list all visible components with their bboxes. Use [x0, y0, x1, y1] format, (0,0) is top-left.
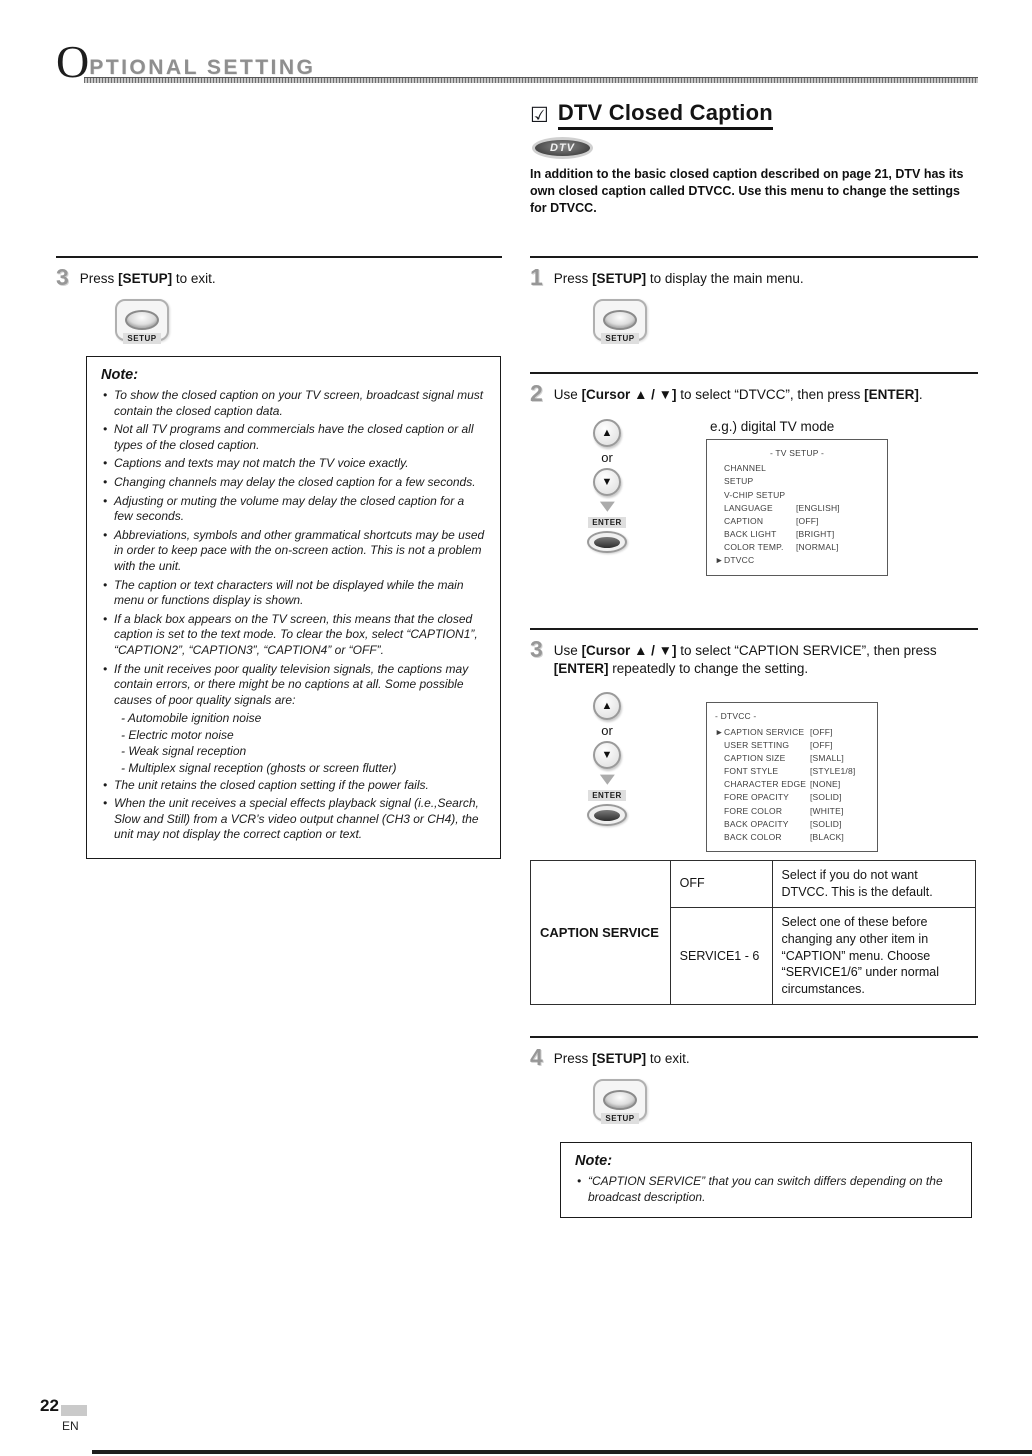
example-caption: e.g.) digital TV mode: [710, 419, 835, 434]
menu-item-value: [OFF]: [810, 739, 833, 750]
menu-item-label: CHANNEL SETUP: [724, 463, 766, 487]
note-item: [101, 494, 486, 525]
page-language: EN: [62, 1419, 79, 1433]
note-title: Note:: [575, 1153, 613, 1169]
down-triangle: ▼: [601, 749, 613, 762]
step-text-post: to exit.: [646, 1051, 690, 1066]
menu-item: [715, 831, 869, 844]
note-item-text: - Automobile ignition noise: [121, 711, 262, 726]
menu-item-value: [SMALL]: [810, 752, 844, 763]
note-item-text: If a black box appears on the TV screen, this means that the closed caption is set to the text mode. To clear the box, select “CAPTION1”, “CAPTION2”, “CAPTION3”, “CAPTION4” or “OFF”.: [114, 611, 478, 657]
menu-item-label: USER SETTING: [724, 739, 790, 750]
menu-item-label: LANGUAGE: [724, 502, 773, 513]
page-header: [56, 36, 978, 87]
cursor-cluster: [572, 692, 642, 852]
enter-key-label: [ENTER]: [553, 661, 609, 677]
step-text-mid: to select “CAPTION SERVICE”, then press: [676, 643, 937, 658]
dtv-heading: [530, 100, 773, 130]
up-triangle: ▲: [601, 700, 613, 713]
step-number: 3: [530, 636, 543, 662]
section-title-initial: O: [56, 36, 90, 87]
setup-button-icon: [114, 299, 170, 344]
step-text: [554, 638, 978, 678]
caption-service-table: [530, 860, 976, 1005]
note-item: [101, 744, 486, 760]
tv-setup-menu: [706, 439, 888, 576]
down-triangle: ▼: [601, 476, 613, 488]
menu-title: - TV SETUP -: [769, 448, 825, 458]
enter-key-inner: [594, 537, 620, 548]
menu-item-value: [ENGLISH]: [796, 502, 840, 513]
enter-button-icon: [587, 531, 627, 553]
up-triangle: ▲: [601, 427, 613, 439]
note-item-text: When the unit receives a special effects playback signal (i.e.,Search, Slow and Still) from a VCR’s video output channel (CH3 or CH4), the unit may not display the correct caption or text.: [114, 796, 479, 842]
page-number-stipple: [61, 1405, 87, 1416]
menu-item-label: BACK OPACITY: [724, 818, 789, 829]
step-text: [554, 1046, 690, 1068]
note-item-text: - Weak signal reception: [121, 744, 247, 759]
menu-item-marker: [715, 805, 724, 818]
menu-item-marker: [715, 541, 724, 554]
menu-item-label: BACK COLOR: [724, 831, 782, 842]
menu-item-value: [NORMAL]: [796, 542, 839, 553]
note-item: [101, 388, 486, 419]
menu-item-value: [NONE]: [810, 779, 841, 790]
table-desc-off: Select if you do not want DTVCC. This is the default.: [772, 861, 975, 908]
setup-key-label: [SETUP]: [592, 1051, 647, 1066]
step-text-post: to display the main menu.: [646, 271, 804, 286]
setup-button-icon: [592, 299, 648, 344]
step-number: 1: [530, 264, 543, 290]
cursor-down-icon: [593, 741, 621, 769]
menu-item-marker: [715, 489, 724, 502]
dtv-title: DTV Closed Caption: [558, 100, 773, 130]
step-text-post: .: [918, 387, 923, 402]
page-number: 22: [40, 1396, 59, 1415]
note-box-left: [86, 356, 501, 859]
menu-title: - DTVCC -: [715, 711, 757, 722]
step-number: 2: [530, 380, 543, 406]
menu-item-value: [OFF]: [796, 515, 819, 526]
menu-item: [715, 502, 879, 515]
dtv-closed-caption-section: [530, 100, 978, 1400]
menu-item: [715, 515, 879, 528]
step-text: [554, 266, 804, 288]
note-item: [101, 612, 486, 659]
down-arrow-icon: ▼: [594, 770, 620, 790]
note-box-right: [560, 1142, 972, 1218]
menu-item-marker: ►: [715, 555, 724, 566]
setup-key-label: [SETUP]: [118, 271, 173, 286]
menu-item-label: DTVCC: [724, 555, 755, 566]
note-title: Note:: [101, 367, 139, 383]
note-item-text: Captions and texts may not match the TV voice exactly.: [114, 456, 409, 471]
menu-item-marker: [715, 528, 724, 541]
step-text: [80, 266, 216, 288]
menu-item-label: V-CHIP SETUP: [724, 489, 786, 500]
step-4: [530, 1036, 978, 1124]
menu-item-marker: [715, 752, 724, 765]
step-text-pre: Press: [553, 1051, 593, 1066]
menu-item-label: FONT STYLE: [724, 766, 779, 777]
note-item-text: - Electric motor noise: [121, 727, 234, 742]
step-1: [530, 256, 978, 344]
menu-item-label: CAPTION: [724, 515, 764, 526]
cursor-up-icon: [593, 419, 621, 447]
menu-item-marker: [715, 502, 724, 515]
step-text: [554, 382, 923, 404]
menu-item-label: CHARACTER EDGE: [724, 779, 807, 790]
or-label: or: [601, 450, 613, 465]
menu-item-label: BACK LIGHT: [724, 529, 777, 540]
step-text-post: to exit.: [172, 271, 216, 286]
menu-item-label: FORE COLOR: [724, 805, 783, 816]
cursor-key-label: [Cursor ▲ / ▼]: [581, 643, 677, 658]
cursor-key-label: [Cursor ▲ / ▼]: [581, 387, 677, 402]
menu-item: [715, 554, 879, 567]
step-text-mid: to select “DTVCC”, then press: [676, 387, 865, 402]
note-item-text: Changing channels may delay the closed caption for a few seconds.: [114, 474, 476, 489]
note-item-text: Adjusting or muting the volume may delay the closed caption for a few seconds.: [114, 493, 465, 524]
menu-item-marker: [715, 462, 724, 488]
note-item: [101, 528, 486, 575]
note-item-text: “CAPTION SERVICE” that you can switch differs depending on the broadcast description.: [588, 1174, 943, 1204]
menu-item-label: FORE OPACITY: [724, 792, 790, 803]
menu-item: [715, 752, 869, 765]
table-option-service: SERVICE1 - 6: [670, 907, 772, 1004]
menu-item: [715, 805, 869, 818]
key-oval: [603, 1090, 637, 1110]
step-2: [530, 372, 978, 576]
enter-key-tag: ENTER: [588, 517, 626, 528]
step-text-pre: Use: [553, 387, 582, 402]
note-item-text: - Multiplex signal reception (ghosts or screen flutter): [121, 761, 397, 776]
note-item-text: Abbreviations, symbols and other grammatical shortcuts may be used in order to keep pace with the on-screen action. This is not a problem with the unit.: [114, 527, 485, 573]
step-text-pre: Press: [79, 271, 119, 286]
menu-item: [715, 528, 879, 541]
setup-key-tag: SETUP: [601, 1113, 638, 1124]
down-arrow-icon: ▼: [594, 496, 620, 517]
step-number: 4: [530, 1044, 543, 1070]
table-row: [531, 861, 976, 908]
note-item: [575, 1174, 957, 1205]
menu-item: [715, 778, 869, 791]
table-option-off: OFF: [670, 861, 772, 908]
note-item-text: Not all TV programs and commercials have the closed caption or all types of the closed caption.: [114, 422, 474, 452]
menu-item-value: [SOLID]: [810, 818, 842, 829]
enter-button-icon: [587, 804, 627, 826]
step-text-pre: Use: [553, 643, 582, 658]
setup-key-label: [SETUP]: [592, 271, 647, 286]
cursor-down-icon: [593, 468, 621, 496]
menu-item-value: [BRIGHT]: [796, 529, 835, 540]
menu-item-value: [STYLE1/8]: [810, 766, 856, 777]
enter-key-tag: ENTER: [588, 790, 626, 801]
menu-item: [715, 541, 879, 554]
menu-column: [706, 702, 878, 852]
cursor-cluster: [572, 419, 642, 576]
menu-item-label: COLOR TEMP.: [724, 542, 784, 553]
cursor-up-icon: [593, 692, 621, 720]
step-text-pre: Press: [553, 271, 593, 286]
dtv-badge: DTV: [532, 137, 593, 159]
note-item-text: If the unit receives poor quality television signals, the captions may contain errors, or there might be no captions at all. Some possible causes of poor quality signals are:: [114, 661, 469, 707]
checkbox-icon: ☑: [530, 103, 549, 127]
menu-column: [706, 419, 888, 576]
menu-item-value: [OFF]: [810, 726, 833, 737]
note-item: [101, 778, 486, 794]
menu-item: [715, 726, 869, 739]
menu-item-marker: [715, 818, 724, 831]
note-list: [575, 1174, 957, 1205]
enter-key-label: [ENTER]: [864, 387, 919, 402]
menu-item-value: [WHITE]: [810, 805, 844, 816]
menu-item: [715, 791, 869, 804]
step-number: 3: [56, 264, 69, 290]
menu-item: [715, 489, 879, 502]
key-oval: [125, 310, 159, 330]
note-item: [101, 662, 486, 709]
note-item: [101, 711, 486, 727]
note-item-text: The unit retains the closed caption setting if the power fails.: [114, 777, 429, 792]
menu-item-marker: [715, 791, 724, 804]
note-item: [101, 728, 486, 744]
enter-key-inner: [594, 810, 620, 821]
key-oval: [603, 310, 637, 330]
bottom-edge-bar: [92, 1450, 1032, 1454]
section-title-text: PTIONAL SETTING: [89, 56, 316, 79]
menu-item: [715, 462, 879, 488]
step-text-post: repeatedly to change the setting.: [608, 661, 809, 677]
table-row-header: CAPTION SERVICE: [531, 861, 671, 1005]
note-item: [101, 761, 486, 777]
setup-key-tag: SETUP: [123, 333, 160, 344]
menu-item-label: CAPTION SIZE: [724, 752, 786, 763]
dtvcc-menu: [706, 702, 878, 852]
page-footer: [40, 1396, 87, 1433]
menu-item: [715, 818, 869, 831]
menu-item-marker: [715, 831, 724, 844]
step-3: [530, 628, 978, 852]
left-step-3: [56, 256, 502, 344]
intro-paragraph: In addition to the basic closed caption described on page 21, DTV has its own closed caption called DTVCC. Use this menu to change the settings for DTVCC.: [530, 167, 964, 215]
menu-item-value: [BLACK]: [810, 831, 844, 842]
note-item: [101, 578, 486, 609]
setup-key-tag: SETUP: [601, 333, 638, 344]
menu-item-marker: [715, 765, 724, 778]
table-desc-service: Select one of these before changing any other item in “CAPTION” menu. Choose “SERVICE1/6” under normal circumstances.: [772, 907, 975, 1004]
menu-item-label: CAPTION SERVICE: [724, 726, 805, 737]
menu-item-marker: ►: [715, 726, 724, 737]
menu-item: [715, 739, 869, 752]
note-item: [101, 796, 486, 843]
note-item-text: The caption or text characters will not be displayed while the main menu or functions display is shown.: [114, 577, 464, 608]
note-item: [101, 475, 486, 491]
setup-button-icon: [592, 1079, 648, 1124]
note-item-text: To show the closed caption on your TV screen, broadcast signal must contain the closed caption data.: [114, 388, 484, 418]
or-label: or: [601, 723, 613, 739]
note-item: [101, 422, 486, 453]
note-list: [101, 388, 486, 843]
menu-item: [715, 765, 869, 778]
menu-item-marker: [715, 778, 724, 791]
menu-item-marker: [715, 515, 724, 528]
menu-item-marker: [715, 739, 724, 752]
note-item: [101, 456, 486, 472]
menu-item-value: [SOLID]: [810, 792, 842, 803]
